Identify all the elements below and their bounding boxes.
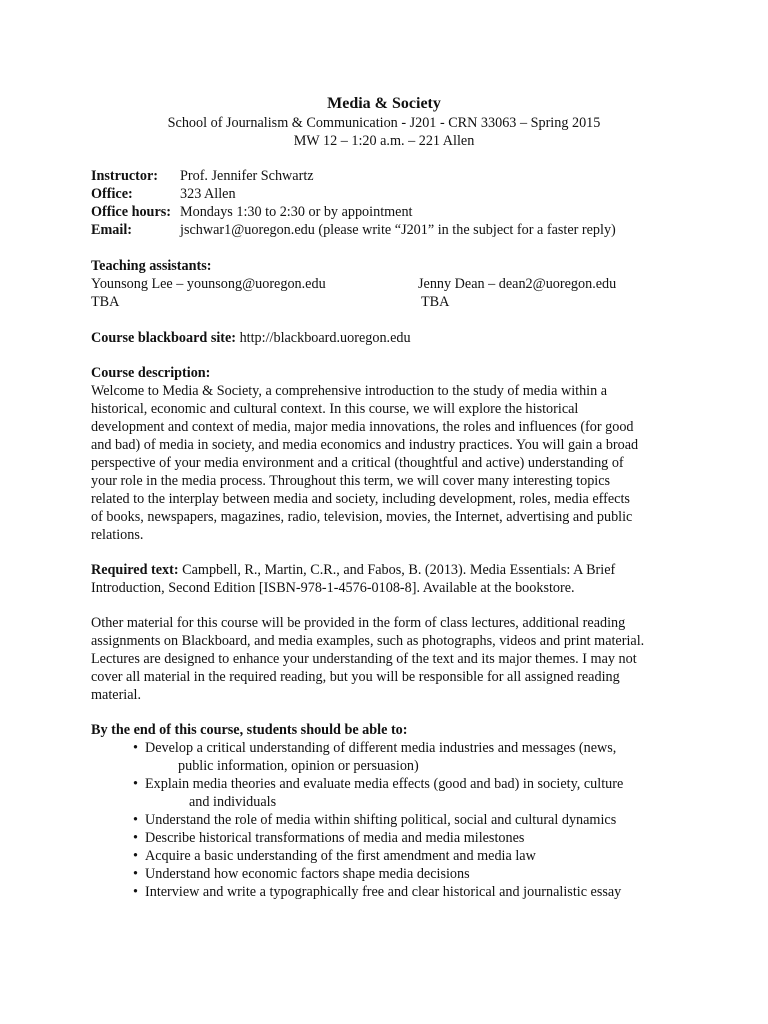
outcomes-heading: By the end of this course, students should be able to:: [91, 722, 408, 738]
list-item: • Explain media theories and evaluate media effects (good and bad) in society, culture: [133, 776, 624, 792]
email-label: Email:: [91, 222, 132, 238]
list-item: • Develop a critical understanding of different media industries and messages (news,: [133, 740, 617, 756]
ta2-office: TBA: [421, 294, 450, 310]
blackboard-line: [91, 329, 411, 347]
description-heading: Course description:: [91, 365, 211, 381]
instructor-value: Prof. Jennifer Schwartz: [180, 168, 314, 184]
course-schedule: MW 12 – 1:20 a.m. – 221 Allen: [293, 133, 475, 149]
bullet-icon: •: [133, 740, 138, 756]
instructor-label: Instructor:: [91, 168, 158, 184]
office-value: 323 Allen: [180, 186, 236, 202]
description-line: related to the interplay between media and society, including development, roles, media effects: [91, 491, 630, 507]
course-subtitle: School of Journalism & Communication - J201 - CRN 33063 – Spring 2015: [167, 115, 601, 131]
bullet-icon: •: [133, 812, 138, 828]
list-item-continuation: public information, opinion or persuasion): [178, 758, 419, 774]
blackboard-url[interactable]: http://blackboard.uoregon.edu: [236, 330, 411, 346]
description-line: historical, economic and cultural context. In this course, we will explore the historical: [91, 401, 579, 417]
description-line: Welcome to Media & Society, a comprehensive introduction to the study of media within a: [91, 383, 608, 399]
ta2-name: Jenny Dean – dean2@uoregon.edu: [418, 276, 617, 292]
list-item: • Describe historical transformations of media and media milestones: [133, 830, 525, 846]
blackboard-label: Course blackboard site:: [91, 330, 237, 346]
required-text-line-2: Introduction, Second Edition [ISBN-978-1-4576-0108-8]. Available at the bookstore.: [91, 580, 575, 596]
list-item: • Interview and write a typographically free and clear historical and journalistic essay: [133, 884, 622, 900]
description-line: of books, newspapers, magazines, radio, television, movies, the Internet, advertising and public: [91, 509, 633, 525]
ta-heading: Teaching assistants:: [91, 258, 212, 274]
other-material-line: assignments on Blackboard, and media examples, such as photographs, videos and print material.: [91, 633, 645, 649]
list-item: • Acquire a basic understanding of the first amendment and media law: [133, 848, 536, 864]
description-line: and bad) of media in society, and media economics and industry practices. You will gain a broad: [91, 437, 639, 453]
description-line: your role in the media process. Throughout this term, we will cover many interesting topics: [91, 473, 611, 489]
bullet-icon: •: [133, 776, 138, 792]
email-value: jschwar1@uoregon.edu (please write “J201” in the subject for a faster reply): [180, 222, 616, 238]
other-material-line: cover all material in the required reading, but you will be responsible for all assigned reading: [91, 669, 620, 685]
other-material-line: Other material for this course will be provided in the form of class lectures, additional reading: [91, 615, 626, 631]
office-label: Office:: [91, 186, 133, 202]
list-item-continuation: and individuals: [189, 794, 277, 810]
description-line: development and context of media, major media innovations, the roles and influences (for good: [91, 419, 634, 435]
required-text-citation: Campbell, R., Martin, C.R., and Fabos, B. (2013). Media Essentials: A Brief: [178, 562, 616, 578]
bullet-icon: •: [133, 848, 138, 864]
bullet-icon: •: [133, 866, 138, 882]
bullet-icon: •: [133, 830, 138, 846]
bullet-icon: •: [133, 884, 138, 900]
list-item: • Understand how economic factors shape media decisions: [133, 866, 470, 882]
office-hours-label: Office hours:: [91, 204, 171, 220]
other-material-line: material.: [91, 687, 142, 703]
list-item: • Understand the role of media within shifting political, social and cultural dynamics: [133, 812, 617, 828]
description-line: relations.: [91, 527, 144, 543]
description-line: perspective of your media environment and a critical (thoughtful and active) understanding of: [91, 455, 624, 471]
required-text-line: [91, 561, 615, 579]
other-material-line: Lectures are designed to enhance your understanding of the text and its major themes. I may not: [91, 651, 637, 667]
ta1-office: TBA: [91, 294, 120, 310]
required-text-label: Required text:: [91, 562, 179, 578]
course-title: Media & Society: [327, 95, 441, 112]
office-hours-value: Mondays 1:30 to 2:30 or by appointment: [180, 204, 413, 220]
ta1-name: Younsong Lee – younsong@uoregon.edu: [91, 276, 326, 292]
